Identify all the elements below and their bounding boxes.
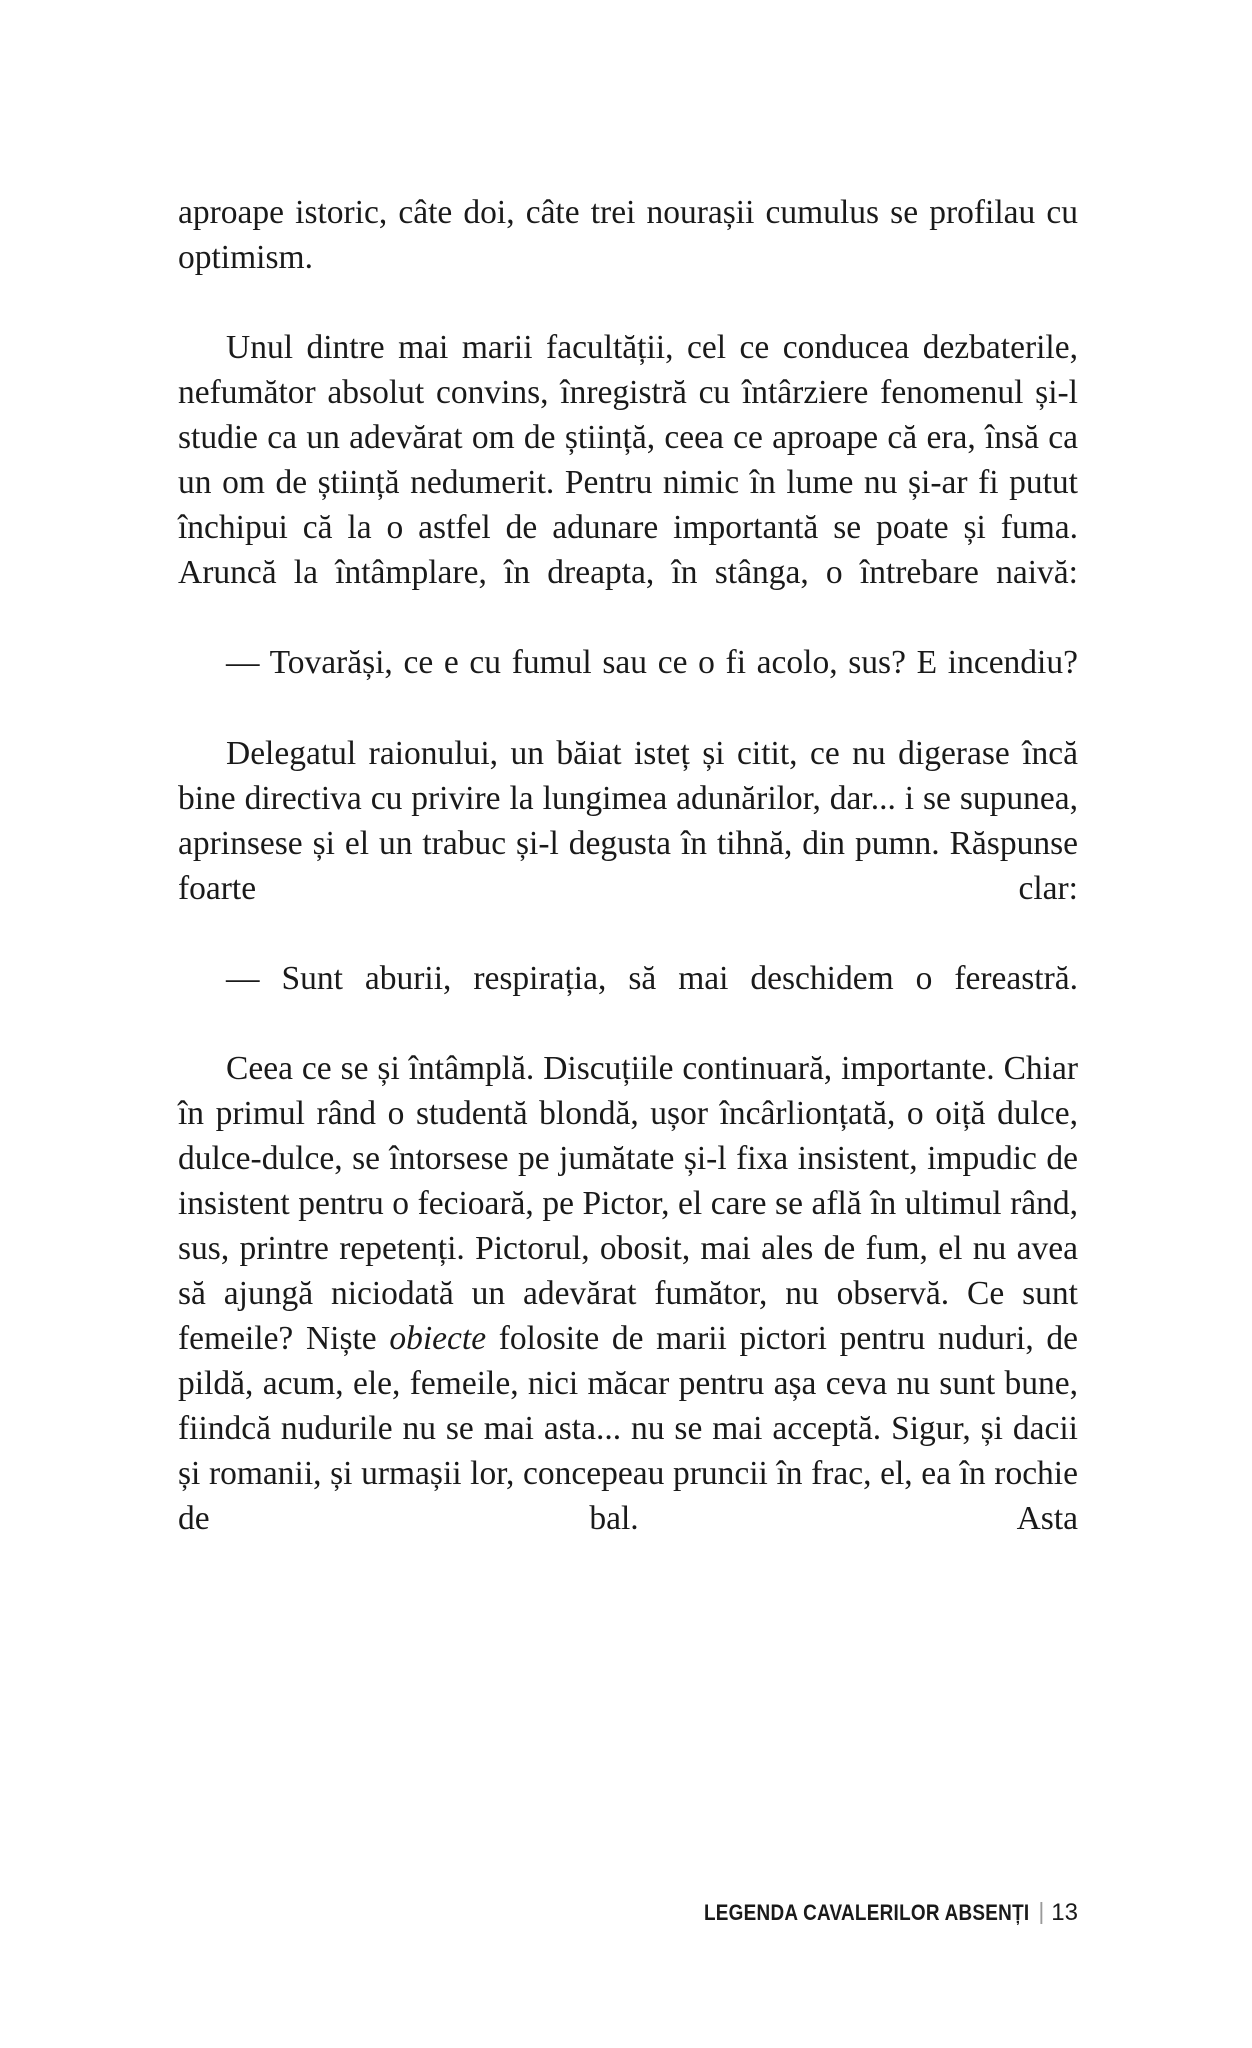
paragraph: Ceea ce se și întâmplă. Discuțiile continuară, importante. Chiar în primul rând o studentă blondă, ușor încârlionțată, o oiță dulce, dulce-dulce, se întorsese pe jumătate și-l fixa insistent, impudic de insistent pentru o fecioară, pe Pictor, el care se află în ultimul rând, sus, printre repetenți. Pictorul, obosit, mai ales de fum, el nu avea să ajungă niciodată un adevărat fumător, nu observă. Ce sunt femeile? Niște obiecte folosite de marii pictori pentru nuduri, de pildă, acum, ele, femeile, nici măcar pentru așa ceva nu sunt bune, fiindcă nudurile nu se mai asta... nu se mai acceptă. Sigur, și dacii și romanii, și urmașii lor, concepeau pruncii în frac, el, ea în rochie de bal. Asta: [178, 1049, 1078, 1538]
paragraph: aproape istoric, câte doi, câte trei nourașii cumulus se profilau cu optimism.: [178, 194, 1078, 277]
paragraph: Delegatul raionului, un băiat isteț și citit, ce nu digerase încă bine directiva cu privire la lungimea adunărilor, dar... i se supunea, aprinsese și el un trabuc și-l degusta în tihnă, din pumn. Răspunse foarte clar:: [178, 734, 1078, 907]
paragraph: Unul dintre mai marii facultății, cel ce conducea dezbaterile, nefumător absolut convins, înregistră cu întârziere fenomenul și-l studie ca un adevărat om de știință, ceea ce aproape că era, însă ca un om de știință nedumerit. Pentru nimic în lume nu și-ar fi putut închipui că la o astfel de adunare importantă se poate și fuma. Aruncă la întâmplare, în dreapta, în stânga, o întrebare naivă:: [178, 329, 1078, 592]
footer-page-number: 13: [1051, 1899, 1078, 1926]
dialogue-paragraph: — Tovarăși, ce e cu fumul sau ce o fi acolo, sus? E incendiu?: [226, 644, 1078, 682]
page-text-body: [178, 190, 1078, 1586]
page-footer: [178, 1898, 1078, 1927]
footer-separator: |: [1038, 1898, 1045, 1924]
footer-book-title: LEGENDA CAVALERILOR ABSENȚI: [703, 1900, 1030, 1925]
dialogue-paragraph: — Sunt aburii, respirația, să mai deschidem o fereastră.: [226, 959, 1078, 997]
